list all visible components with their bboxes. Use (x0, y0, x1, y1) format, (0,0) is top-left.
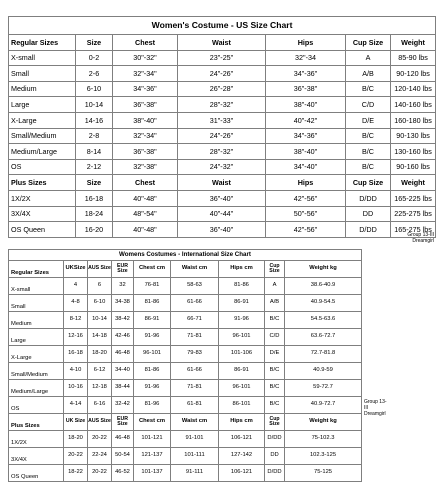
table-cell: 34-40 (112, 363, 134, 380)
table-cell: 23"-25" (178, 50, 266, 66)
table-cell: B/C (265, 380, 285, 397)
row-label: OS (9, 397, 64, 414)
table-cell: 34"-36" (266, 128, 346, 144)
row-label: Small (9, 66, 76, 82)
table-cell: 81-86 (219, 278, 265, 295)
table-cell: 32"-38" (113, 159, 178, 175)
table-cell: 12-16 (64, 329, 88, 346)
table-cell: 40"-42" (266, 112, 346, 128)
table-cell: 32"-34 (266, 50, 346, 66)
table-row (9, 81, 436, 97)
table-cell: 81-86 (134, 295, 171, 312)
table-cell: 61-81 (171, 397, 219, 414)
table-cell: 50"-56" (266, 206, 346, 222)
intl-plus-rows (9, 431, 362, 482)
table-cell: 18-24 (76, 206, 113, 222)
table-cell: 18-22 (64, 465, 88, 482)
column-header: UKSize (64, 261, 88, 278)
table-cell: 61-66 (171, 363, 219, 380)
table-cell: 61-66 (171, 295, 219, 312)
row-label: OS (9, 159, 76, 175)
us-regular-rows (9, 50, 436, 175)
table-row (9, 278, 362, 295)
table-cell: 42"-56" (266, 222, 346, 238)
table-cell: 38"-40" (113, 112, 178, 128)
table-cell: 121-137 (134, 448, 171, 465)
table-cell: 22-24 (88, 448, 112, 465)
table-cell: 91-96 (219, 312, 265, 329)
table-row (9, 159, 436, 175)
us-title-row (9, 17, 436, 35)
table-cell: 40"-48" (113, 222, 178, 238)
row-label: Large (9, 97, 76, 113)
table-cell: 34"-40" (266, 159, 346, 175)
row-label: X-small (9, 50, 76, 66)
table-cell: B/C (265, 363, 285, 380)
table-cell: 101-111 (171, 448, 219, 465)
column-header: EUR Size (112, 261, 134, 278)
row-label: Small/Medium (9, 363, 64, 380)
row-label: Small/Medium (9, 128, 76, 144)
table-row (9, 144, 436, 160)
column-header: Weight (391, 35, 436, 51)
table-cell: 72.7-81.8 (285, 346, 362, 363)
column-header: Regular Sizes (9, 261, 64, 278)
table-cell: 14-16 (76, 112, 113, 128)
table-cell: 28"-32" (178, 97, 266, 113)
table-row (9, 380, 362, 397)
column-header: Weight kg (285, 414, 362, 431)
table-row (9, 190, 436, 206)
table-cell: 24"-32" (178, 159, 266, 175)
table-row (9, 363, 362, 380)
us-plus-rows (9, 190, 436, 237)
group-note-intl-line1: Group 13-III (364, 399, 387, 412)
table-cell: 24"-26" (178, 66, 266, 82)
table-cell: 20-22 (88, 431, 112, 448)
table-cell: 4-8 (64, 295, 88, 312)
table-row (9, 312, 362, 329)
table-row (9, 206, 436, 222)
column-header: Waist cm (171, 414, 219, 431)
table-cell: 96-101 (134, 346, 171, 363)
table-cell: 30"-32" (113, 50, 178, 66)
table-cell: 101-121 (134, 431, 171, 448)
row-label: Large (9, 329, 64, 346)
table-cell: B/C (346, 159, 391, 175)
table-cell: D/E (346, 112, 391, 128)
table-cell: 75-125 (285, 465, 362, 482)
table-cell: 46-48 (112, 346, 134, 363)
column-header: Cup Size (346, 175, 391, 191)
table-cell: B/C (265, 312, 285, 329)
row-label: Small (9, 295, 64, 312)
table-cell: 90-120 lbs (391, 66, 436, 82)
column-header: Weight kg (285, 261, 362, 278)
table-cell: 81-86 (134, 363, 171, 380)
table-cell: 165-225 lbs (391, 190, 436, 206)
table-cell: 2-8 (76, 128, 113, 144)
header-row (9, 35, 436, 51)
table-cell: 160-180 lbs (391, 112, 436, 128)
table-row (9, 112, 436, 128)
column-header: Cup Size (265, 414, 285, 431)
table-cell: 40.9-72.7 (285, 397, 362, 414)
row-label: X-small (9, 278, 64, 295)
table-cell: 86-91 (219, 363, 265, 380)
table-cell: 91-101 (171, 431, 219, 448)
table-cell: 6-16 (88, 397, 112, 414)
table-cell: 40.9-59 (285, 363, 362, 380)
table-cell: 34"-36" (266, 66, 346, 82)
table-cell: 2-6 (76, 66, 113, 82)
table-row (9, 346, 362, 363)
table-cell: 10-14 (76, 97, 113, 113)
table-cell: 38-42 (112, 312, 134, 329)
table-cell: 90-130 lbs (391, 128, 436, 144)
table-cell: D/DD (346, 190, 391, 206)
table-row (9, 295, 362, 312)
table-cell: D/DD (265, 431, 285, 448)
table-cell: 32"-34" (113, 66, 178, 82)
column-header: Plus Sizes (9, 414, 64, 431)
table-cell: 90-160 lbs (391, 159, 436, 175)
table-cell: 38.6-40.9 (285, 278, 362, 295)
table-cell: 50-54 (112, 448, 134, 465)
column-header: Chest cm (134, 261, 171, 278)
table-cell: 14-18 (88, 329, 112, 346)
table-row (9, 222, 436, 238)
table-cell: 101-137 (134, 465, 171, 482)
table-cell: 4-10 (64, 363, 88, 380)
table-cell: 91-111 (171, 465, 219, 482)
table-cell: 32-42 (112, 397, 134, 414)
column-header: AUS Size (88, 414, 112, 431)
intl-regular-rows (9, 278, 362, 414)
table-cell: 101-106 (219, 346, 265, 363)
us-size-chart (8, 16, 436, 238)
column-header: Size (76, 35, 113, 51)
row-label: Medium (9, 312, 64, 329)
table-cell: 120-140 lbs (391, 81, 436, 97)
column-header: Chest (113, 35, 178, 51)
table-cell: 16-18 (64, 346, 88, 363)
table-cell: 106-121 (219, 465, 265, 482)
column-header: Regular Sizes (9, 35, 76, 51)
table-cell: 54.5-63.6 (285, 312, 362, 329)
table-cell: 165-275 lbs (391, 222, 436, 238)
table-cell: 59-72.7 (285, 380, 362, 397)
table-cell: 46-52 (112, 465, 134, 482)
table-cell: 38"-40" (266, 144, 346, 160)
row-label: 1X/2X (9, 190, 76, 206)
table-cell: 26"-28" (178, 81, 266, 97)
group-note-line1: Group 13-III (407, 232, 434, 238)
column-header: Waist (178, 35, 266, 51)
table-cell: 85-90 lbs (391, 50, 436, 66)
header-row (9, 175, 436, 191)
table-cell: B/C (346, 128, 391, 144)
table-cell: 75-102.3 (285, 431, 362, 448)
us-plus-header (9, 175, 436, 191)
column-header: Hips (266, 175, 346, 191)
table-cell: C/D (346, 97, 391, 113)
table-cell: B/C (346, 144, 391, 160)
international-size-chart (8, 249, 362, 482)
table-row (9, 465, 362, 482)
row-label: OS Queen (9, 222, 76, 238)
table-cell: 58-63 (171, 278, 219, 295)
table-cell: A/B (265, 295, 285, 312)
table-cell: 38"-40" (266, 97, 346, 113)
table-cell: B/C (265, 397, 285, 414)
column-header: Hips (266, 35, 346, 51)
table-cell: 48"-54" (113, 206, 178, 222)
table-row (9, 431, 362, 448)
column-header: UK Size (64, 414, 88, 431)
table-cell: 36"-38" (113, 144, 178, 160)
table-cell: 32"-34" (113, 128, 178, 144)
table-cell: 6-10 (76, 81, 113, 97)
table-cell: 16-20 (76, 222, 113, 238)
table-cell: DD (346, 206, 391, 222)
table-cell: 96-101 (219, 380, 265, 397)
table-cell: 31"-33" (178, 112, 266, 128)
table-cell: 40"-48" (113, 190, 178, 206)
table-cell: 6 (88, 278, 112, 295)
table-row (9, 66, 436, 82)
table-cell: 76-81 (134, 278, 171, 295)
column-header: Hips cm (219, 414, 265, 431)
group-note-intl (364, 399, 388, 418)
table-cell: 6-12 (88, 363, 112, 380)
table-cell: 34"-36" (113, 81, 178, 97)
table-cell: B/C (346, 81, 391, 97)
column-header: Waist (178, 175, 266, 191)
row-label: Medium/Large (9, 144, 76, 160)
table-cell: 36"-40" (178, 190, 266, 206)
table-cell: 86-101 (219, 397, 265, 414)
table-row (9, 397, 362, 414)
table-cell: 40.9-54.5 (285, 295, 362, 312)
column-header: Plus Sizes (9, 175, 76, 191)
table-row (9, 97, 436, 113)
group-note (389, 232, 434, 244)
table-cell: 127-142 (219, 448, 265, 465)
table-cell: 32 (112, 278, 134, 295)
table-cell: 225-275 lbs (391, 206, 436, 222)
table-cell: D/DD (346, 222, 391, 238)
table-cell: 10-16 (64, 380, 88, 397)
table-cell: 28"-32" (178, 144, 266, 160)
header-row (9, 414, 362, 431)
table-cell: 10-14 (88, 312, 112, 329)
table-cell: 34-38 (112, 295, 134, 312)
intl-title-row (9, 250, 362, 261)
table-cell: A (265, 278, 285, 295)
table-cell: 42-46 (112, 329, 134, 346)
row-label: 3X/4X (9, 206, 76, 222)
column-header: Weight (391, 175, 436, 191)
table-cell: 130-160 lbs (391, 144, 436, 160)
table-cell: 8-14 (76, 144, 113, 160)
table-cell: 36"-38" (266, 81, 346, 97)
table-cell: 71-81 (171, 380, 219, 397)
table-cell: C/D (265, 329, 285, 346)
table-cell: 40"-44" (178, 206, 266, 222)
table-row (9, 128, 436, 144)
table-cell: 18-20 (88, 346, 112, 363)
intl-regular-header (9, 261, 362, 278)
table-cell: 20-22 (88, 465, 112, 482)
table-cell: 96-101 (219, 329, 265, 346)
column-header: Waist cm (171, 261, 219, 278)
column-header: AUS Size (88, 261, 112, 278)
table-cell: 16-18 (76, 190, 113, 206)
table-cell: 20-22 (64, 448, 88, 465)
table-cell: 91-96 (134, 380, 171, 397)
row-label: Medium (9, 81, 76, 97)
column-header: Hips cm (219, 261, 265, 278)
column-header: Size (76, 175, 113, 191)
table-cell: 8-12 (64, 312, 88, 329)
table-cell: 24"-26" (178, 128, 266, 144)
table-cell: 86-91 (134, 312, 171, 329)
row-label: X-Large (9, 112, 76, 128)
table-cell: 71-81 (171, 329, 219, 346)
table-cell: 102.3-125 (285, 448, 362, 465)
table-cell: 79-83 (171, 346, 219, 363)
row-label: Medium/Large (9, 380, 64, 397)
us-regular-header (9, 35, 436, 51)
column-header: Cup Size (346, 35, 391, 51)
table-cell: 106-121 (219, 431, 265, 448)
table-cell: 66-71 (171, 312, 219, 329)
table-cell: 18-20 (64, 431, 88, 448)
table-cell: 4-14 (64, 397, 88, 414)
group-note-intl-line2: Dreamgirl (364, 411, 386, 418)
group-note-line2: Dreamgirl (412, 238, 434, 245)
table-cell: 36"-38" (113, 97, 178, 113)
table-cell: 2-12 (76, 159, 113, 175)
table-cell: 42"-56" (266, 190, 346, 206)
table-cell: A/B (346, 66, 391, 82)
table-cell: 36"-40" (178, 222, 266, 238)
table-cell: 81-96 (134, 397, 171, 414)
table-cell: A (346, 50, 391, 66)
table-cell: D/E (265, 346, 285, 363)
table-row (9, 448, 362, 465)
table-cell: 38-44 (112, 380, 134, 397)
intl-chart-title: Womens Costumes - International Size Chart (9, 250, 362, 261)
table-cell: DD (265, 448, 285, 465)
row-label: OS Queen (9, 465, 64, 482)
table-cell: 86-91 (219, 295, 265, 312)
header-row (9, 261, 362, 278)
column-header: Cup Size (265, 261, 285, 278)
table-cell: 4 (64, 278, 88, 295)
table-cell: 63.6-72.7 (285, 329, 362, 346)
table-cell: D/DD (265, 465, 285, 482)
table-row (9, 50, 436, 66)
table-cell: 12-18 (88, 380, 112, 397)
column-header: Chest cm (134, 414, 171, 431)
table-cell: 140-160 lbs (391, 97, 436, 113)
table-cell: 91-96 (134, 329, 171, 346)
row-label: 3X/4X (9, 448, 64, 465)
table-cell: 6-10 (88, 295, 112, 312)
table-cell: 0-2 (76, 50, 113, 66)
row-label: X-Large (9, 346, 64, 363)
us-chart-title: Women's Costume - US Size Chart (9, 17, 436, 35)
column-header: EUR Size (112, 414, 134, 431)
intl-plus-header (9, 414, 362, 431)
column-header: Chest (113, 175, 178, 191)
table-row (9, 329, 362, 346)
table-cell: 46-48 (112, 431, 134, 448)
row-label: 1X/2X (9, 431, 64, 448)
